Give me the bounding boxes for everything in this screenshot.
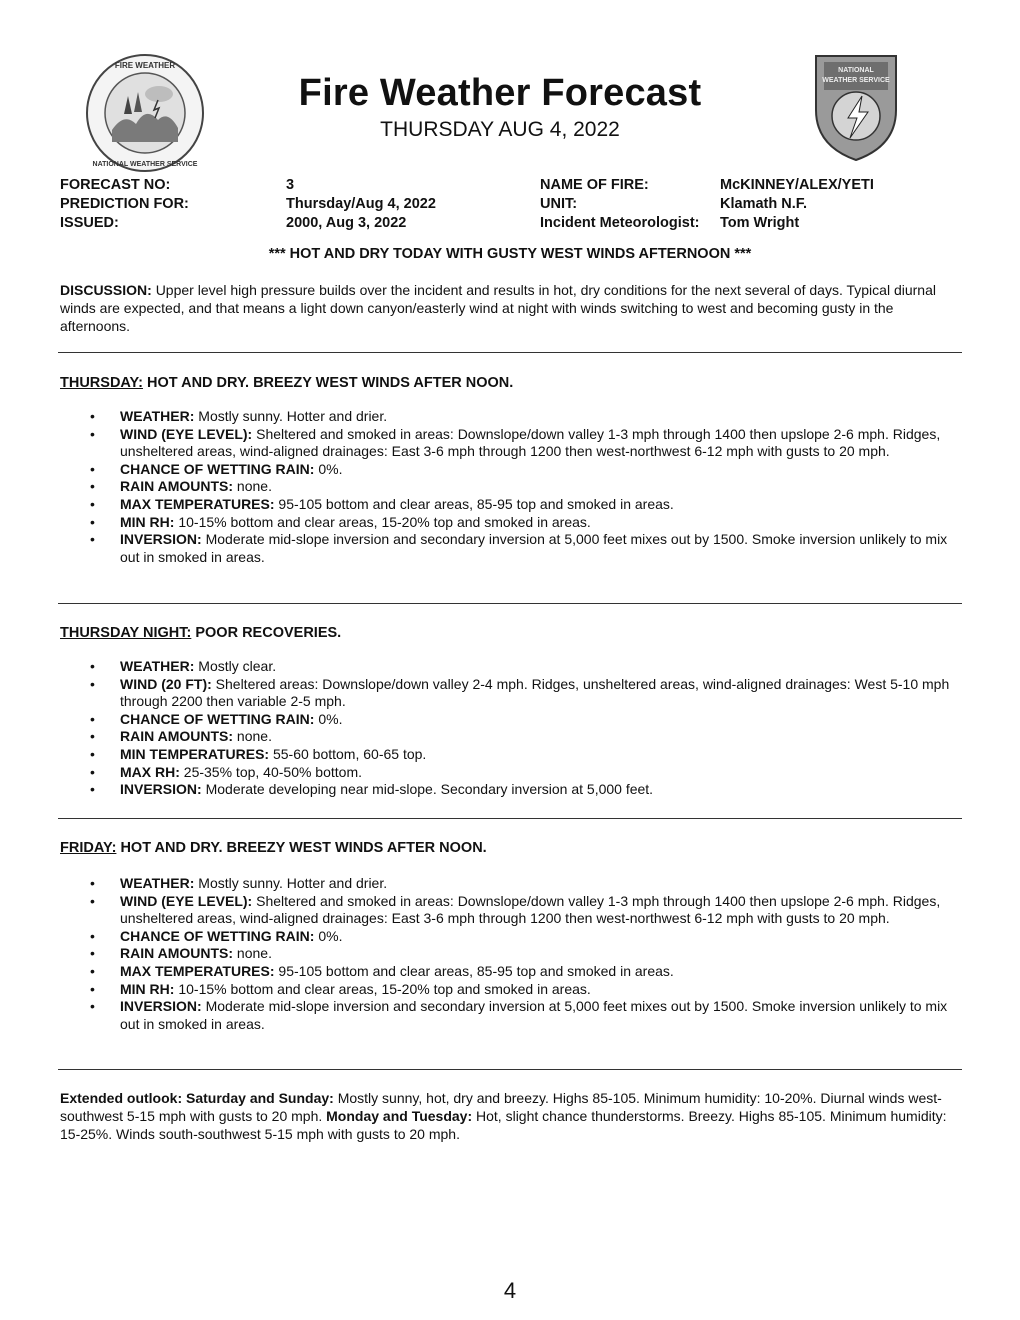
outlook-day2-label: Monday and Tuesday:	[326, 1108, 473, 1124]
outlook-day1-text: Mostly sunny, hot, dry and breezy. Highs 85-105. Minimum humidity: 10-20%. Diurnal winds west-southwest 5-15 mph with gusts to 20 mph.	[60, 1090, 942, 1124]
section-headline: HOT AND DRY. BREEZY WEST WINDS AFTER NOON.	[120, 840, 487, 856]
list-item: • RAIN AMOUNTS: none.	[90, 945, 962, 963]
extended-outlook-paragraph	[60, 1089, 950, 1143]
forecast-date: THURSDAY AUG 4, 2022	[380, 118, 620, 141]
list-item: • RAIN AMOUNTS: none.	[90, 728, 962, 746]
list-item: • INVERSION: Moderate mid-slope inversion and secondary inversion at 5,000 feet mixes out by 1500. Smoke inversion unlikely to mix out in smoked in areas.	[90, 531, 962, 566]
prediction-for-value: Thursday/Aug 4, 2022	[286, 196, 436, 212]
svg-text:WEATHER SERVICE: WEATHER SERVICE	[822, 77, 890, 84]
divider	[58, 603, 962, 604]
section-headline: HOT AND DRY. BREEZY WEST WINDS AFTER NOON.	[147, 375, 514, 391]
svg-text:NATIONAL WEATHER SERVICE: NATIONAL WEATHER SERVICE	[92, 161, 198, 168]
discussion-text: Upper level high pressure builds over the incident and results in hot, dry conditions for the next several of days. Typical diurnal winds are expected, and that means a light down canyon/easterly wind at night with winds switching to west and becoming gusty in the afternoons.	[60, 282, 936, 334]
list-item: • RAIN AMOUNTS: none.	[90, 478, 962, 496]
section-title-thursday-night	[60, 625, 341, 641]
list-item: • CHANCE OF WETTING RAIN: 0%.	[90, 928, 962, 946]
divider	[58, 1069, 962, 1070]
list-item: • INVERSION: Moderate developing near mid-slope. Secondary inversion at 5,000 feet.	[90, 781, 962, 799]
list-item: • MIN TEMPERATURES: 55-60 bottom, 60-65 top.	[90, 746, 962, 764]
section-label: FRIDAY:	[60, 840, 117, 856]
outlook-day2-text: Hot, slight chance thunderstorms. Breezy. Highs 85-105. Minimum humidity: 15-25%. Winds south-southwest 5-15 mph with gusts to 20 mph.	[60, 1108, 947, 1142]
list-item: • CHANCE OF WETTING RAIN: 0%.	[90, 711, 962, 729]
list-item: • WEATHER: Mostly sunny. Hotter and drier.	[90, 408, 962, 426]
section-title-thursday	[60, 375, 513, 391]
fire-name-label: NAME OF FIRE:	[540, 177, 649, 193]
outlook-label: Extended outlook:	[60, 1090, 183, 1106]
unit-value: Klamath N.F.	[720, 196, 808, 212]
meteorologist-value: Tom Wright	[720, 215, 800, 231]
list-item: • MIN RH: 10-15% bottom and clear areas, 15-20% top and smoked in areas.	[90, 981, 962, 999]
page-number: 4	[503, 1278, 517, 1303]
list-item: • WIND (EYE LEVEL): Sheltered and smoked in areas: Downslope/down valley 1-3 mph through 1400 then upslope 2-6 mph. Ridges, unsheltered areas, wind-aligned drainages: East 3-6 mph through 1200 then west-northwest 6-12 mph with gusts to 20 mph.	[90, 426, 962, 461]
divider	[58, 818, 962, 819]
divider	[58, 352, 962, 353]
list-item: • CHANCE OF WETTING RAIN: 0%.	[90, 461, 962, 479]
issued-label: ISSUED:	[60, 215, 119, 231]
outlook-day1-label: Saturday and Sunday:	[186, 1090, 334, 1106]
list-item: • WIND (20 FT): Sheltered areas: Downslope/down valley 2-4 mph. Ridges, unsheltered areas, wind-aligned drainages: West 5-10 mph through 2200 then variable 2-5 mph.	[90, 676, 962, 711]
info-labels-col2	[540, 176, 700, 233]
section-label: THURSDAY:	[60, 375, 143, 391]
list-item: • INVERSION: Moderate mid-slope inversion and secondary inversion at 5,000 feet mixes out by 1500. Smoke inversion unlikely to mix out in smoked in areas.	[90, 998, 962, 1033]
list-item: • MIN RH: 10-15% bottom and clear areas, 15-20% top and smoked in areas.	[90, 514, 962, 532]
meteorologist-label: Incident Meteorologist:	[540, 215, 700, 231]
issued-value: 2000, Aug 3, 2022	[286, 215, 407, 231]
discussion-paragraph	[60, 281, 960, 335]
forecast-no-value: 3	[286, 177, 295, 193]
svg-text:NATIONAL: NATIONAL	[838, 67, 874, 74]
forecast-no-label: FORECAST NO:	[60, 177, 171, 193]
forecast-headline: *** HOT AND DRY TODAY WITH GUSTY WEST WINDS AFTERNOON ***	[268, 246, 752, 262]
list-item: • MAX RH: 25-35% top, 40-50% bottom.	[90, 764, 962, 782]
section-headline: POOR RECOVERIES.	[195, 625, 342, 641]
list-item: • WEATHER: Mostly sunny. Hotter and drier.	[90, 875, 962, 893]
thursday-night-forecast-list	[90, 658, 962, 799]
page-title: Fire Weather Forecast	[298, 72, 702, 114]
unit-label: UNIT:	[540, 196, 578, 212]
discussion-label: DISCUSSION:	[60, 282, 152, 298]
thursday-forecast-list	[90, 408, 962, 566]
list-item: • WEATHER: Mostly clear.	[90, 658, 962, 676]
section-title-friday	[60, 840, 487, 856]
info-labels-col1	[60, 176, 189, 233]
friday-forecast-list	[90, 875, 962, 1033]
info-values-col1	[286, 176, 436, 233]
svg-text:FIRE WEATHER: FIRE WEATHER	[114, 61, 176, 70]
prediction-for-label: PREDICTION FOR:	[60, 196, 189, 212]
list-item: • MAX TEMPERATURES: 95-105 bottom and clear areas, 85-95 top and smoked in areas.	[90, 963, 962, 981]
list-item: • WIND (EYE LEVEL): Sheltered and smoked in areas: Downslope/down valley 1-3 mph through 1400 then upslope 2-6 mph. Ridges, unsheltered areas, wind-aligned drainages: East 3-6 mph through 1200 then west-northwest 6-12 mph with gusts to 20 mph.	[90, 893, 962, 928]
section-label: THURSDAY NIGHT:	[60, 625, 192, 641]
list-item: • MAX TEMPERATURES: 95-105 bottom and clear areas, 85-95 top and smoked in areas.	[90, 496, 962, 514]
fire-name-value: McKINNEY/ALEX/YETI	[720, 177, 874, 193]
info-values-col2	[720, 176, 874, 233]
